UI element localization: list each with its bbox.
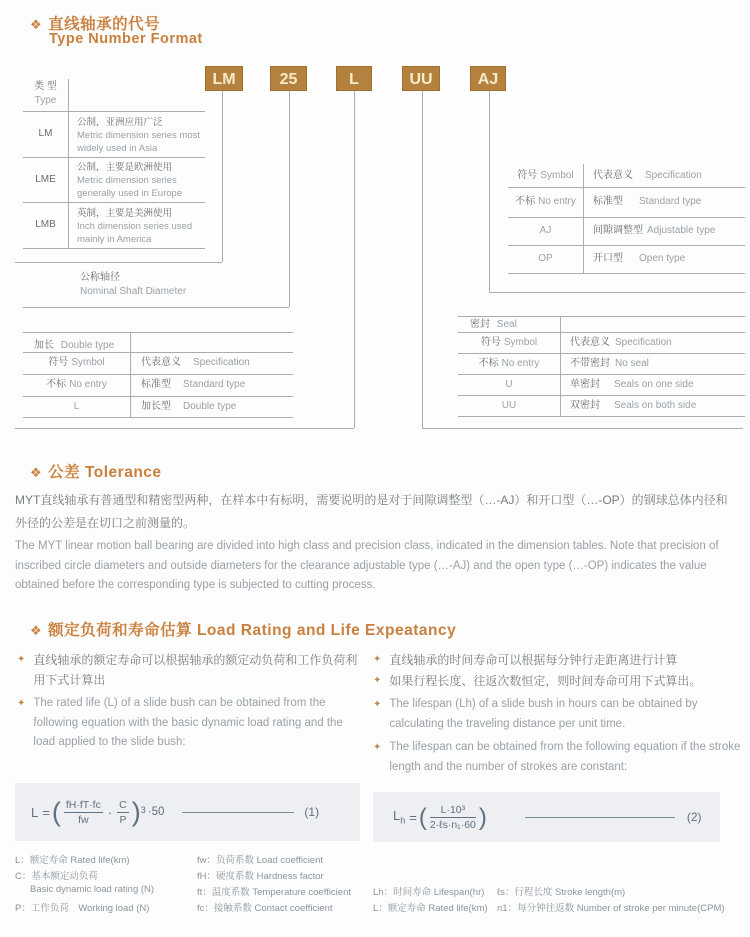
bullet-item: ✦ The rated life (L) of a slide bush can be obtained from the following equation with the basic dynamic load rating and the load applied to the slide bush: <box>17 694 365 753</box>
legend-item: Lh：时间寿命 Lifespan(hr) <box>373 887 485 898</box>
double-row-spec: 加长型 Double type <box>141 401 237 412</box>
type-row-desc: 公制，主要是欧洲使用 Metric dimension series generally used in Europe <box>77 162 183 199</box>
connector-aj <box>489 91 490 292</box>
adj-col-header-spec: 代表意义 Specification <box>593 170 702 181</box>
adj-row-spec: 标准型 Standard type <box>593 196 702 207</box>
double-table-rule <box>23 417 293 418</box>
diamond-marker-icon: ❖ <box>30 17 43 32</box>
legend-item: n1：每分钟往返数 Number of stroke per minute(CPM) <box>497 903 725 914</box>
connector-25 <box>289 91 290 307</box>
seal-table-header: 密封 Seal <box>470 319 517 330</box>
bullet-star-icon: ✦ <box>373 654 382 665</box>
legend-item: fc：接触系数 Contact coefficient <box>197 903 333 914</box>
code-box-lm: LM <box>205 66 243 91</box>
bullet-star-icon: ✦ <box>373 742 382 753</box>
legend-item: ℓs：行程长度 Stroke length(m) <box>497 887 626 898</box>
seal-row-spec: 不带密封 No seal <box>570 358 649 369</box>
double-row-spec: 标准型 Standard type <box>141 379 246 390</box>
formula1-fraction-2: $\frac{C}{P}$ <box>119 798 127 826</box>
type-row-symbol: LM <box>38 128 53 139</box>
seal-row-symbol: UU <box>501 400 517 411</box>
bullet-item: ✦ 直线轴承的额定寿命可以根据轴承的额定动负荷和工作负荷利用下式计算出 <box>17 650 362 690</box>
seal-col-header-symbol: 符号 Symbol <box>480 337 538 348</box>
adj-row-spec: 间隙调整型 Adjustable type <box>593 225 716 236</box>
bullet-item: ✦ 直线轴承的时间寿命可以根据每分钟行走距离进行计算 <box>373 650 738 670</box>
seal-table-divider <box>560 316 561 416</box>
legend-item: C：基本额定动负荷 <box>15 871 98 882</box>
type-table-header-cn: 类 型 <box>34 81 57 92</box>
close-paren: ) <box>478 803 487 831</box>
seal-row-symbol: U <box>505 379 513 390</box>
type-row-symbol: LME <box>35 174 56 185</box>
section2-title: ❖ 公差 Tolerance <box>30 464 162 481</box>
legend-item: L：额定寿命 Rated life(km) <box>373 903 488 914</box>
connector-lm <box>222 91 223 262</box>
section1-title-cn: ❖ 直线轴承的代号 <box>30 16 161 33</box>
seal-table-rule <box>458 416 745 417</box>
type-table-rule <box>23 248 205 249</box>
adj-table-divider <box>583 164 584 273</box>
diamond-marker-icon: ❖ <box>30 623 43 638</box>
adj-table-rule <box>508 273 745 274</box>
connector-l-bottom <box>15 428 354 429</box>
type-row-desc: 英制，主要是美洲使用 Inch dimension series used mainly in America <box>77 208 193 245</box>
connector-aj-bottom <box>489 292 745 293</box>
bullet-star-icon: ✦ <box>17 698 26 709</box>
formula1-ref: (1) <box>304 805 320 819</box>
formula2-fraction: $\frac{\text{L·10³}}{\text{2·ℓs·n₁·60}}$ <box>429 803 476 831</box>
connector-uu-bottom <box>422 428 743 429</box>
bullet-item: ✦ The lifespan can be obtained from the following equation if the stroke length and the number of strokes are constant: <box>373 738 741 777</box>
formula2-ref: (2) <box>686 810 702 824</box>
formula-2: $L_h$ = ( $\frac{\text{L·10³}}{\text{2·ℓs·n₁·60}}$ ) (2) <box>373 792 720 842</box>
double-table-header: 加长 Double type <box>34 340 115 351</box>
formula1-exponent: 3 <box>140 805 146 815</box>
formula1-lhs: L <box>31 804 39 820</box>
seal-row-symbol: 不标 No entry <box>478 358 540 369</box>
adj-row-spec: 开口型 Open type <box>593 253 686 264</box>
formula1-tail: ·50 <box>147 806 165 818</box>
seal-row-spec: 单密封 Seals on one side <box>570 379 694 390</box>
double-row-symbol: L <box>73 401 80 412</box>
adj-row-symbol: AJ <box>539 225 552 236</box>
double-table-divider <box>130 332 131 417</box>
double-row-symbol: 不标 No entry <box>46 379 107 390</box>
connector-lm-bottom <box>15 262 222 263</box>
shaft-diameter-label: 公称轴径 Nominal Shaft Diameter <box>80 272 187 297</box>
bullet-star-icon: ✦ <box>373 699 382 710</box>
formula-1: L = ( $\frac{fH\cdot fT\cdot fc}{fw}$ · $\frac{C}{P}$ ) 3 ·50 (1) <box>15 783 360 841</box>
bullet-star-icon: ✦ <box>373 675 382 686</box>
formula2-lhs: $L_h$ <box>393 808 406 826</box>
double-table-rule <box>23 332 293 333</box>
formula1-fraction-1: $\frac{fH\cdot fT\cdot fc}{fw}$ <box>65 798 101 826</box>
bullet-star-icon: ✦ <box>17 654 26 665</box>
open-paren: ( <box>51 796 61 827</box>
section1-title-en: Type Number Format <box>49 31 203 47</box>
code-box-aj: AJ <box>470 66 506 91</box>
code-box-l: L <box>336 66 372 91</box>
open-paren: ( <box>418 803 427 831</box>
diamond-marker-icon: ❖ <box>30 465 43 480</box>
formula2-dash <box>525 817 675 818</box>
formula1-dash <box>182 812 294 813</box>
seal-col-header-spec: 代表意义 Specification <box>570 337 672 348</box>
bullet-item: ✦ 如果行程长度、往返次数恒定，则时间寿命可用下式算出。 <box>373 671 738 691</box>
bullet-item: ✦ The lifespan (Lh) of a slide bush in hours can be obtained by calculating the traveling distance per unit time. <box>373 695 741 734</box>
seal-row-spec: 双密封 Seals on both side <box>570 400 697 411</box>
legend-item: fH：硬度系数 Hardness factor <box>197 871 324 882</box>
adj-row-symbol: 不标 No entry <box>515 196 576 207</box>
legend-item: L：额定寿命 Rated life(km) <box>15 855 130 866</box>
seal-table-rule <box>458 316 745 317</box>
type-table-header-en: Type <box>34 95 57 106</box>
legend-item: ft：温度系数 Temperature coefficient <box>197 887 351 898</box>
type-row-symbol: LMB <box>35 219 56 230</box>
type-row-desc: 公制，亚洲应用广泛 Metric dimension series most widely used in Asia <box>77 117 201 154</box>
code-box-25: 25 <box>270 66 307 91</box>
section3-title: ❖ 额定负荷和寿命估算 Load Rating and Life Expeatancy <box>30 622 457 639</box>
connector-l <box>354 91 355 428</box>
legend-item: Basic dynamic load rating (N) <box>30 884 155 895</box>
type-table-divider <box>68 79 69 248</box>
adj-col-header-symbol: 符号 Symbol <box>517 170 574 181</box>
code-box-uu: UU <box>402 66 440 91</box>
tolerance-paragraph-cn: MYT直线轴承有普通型和精密型两种，在样本中有标明，需要说明的是对于间隙调整型（…-AJ）和开口型（…-OP）的钢球总体内径和外径的公差是在切口之前测量的。 <box>15 493 728 530</box>
connector-uu <box>422 91 423 428</box>
legend-item: P：工作负荷 Working load (N) <box>15 903 150 914</box>
connector-25-bottom <box>23 307 289 308</box>
tolerance-paragraph-en: The MYT linear motion ball bearing are divided into high class and precision class, indicated in the dimension tables. Note that precision of inscribed circle diameters and outside diameters for the clearance adjustable type (…-AJ) and the open type (…-OP) indicates the value obtained before the corresponding type is subjected to cutting process. <box>15 540 719 591</box>
close-paren: ) <box>131 796 141 827</box>
adj-row-symbol: OP <box>538 253 553 264</box>
double-col-header-symbol: 符号 Symbol <box>48 357 105 368</box>
legend-item: fw：负荷系数 Load coefficient <box>197 855 324 866</box>
double-col-header-spec: 代表意义 Specification <box>141 357 250 368</box>
